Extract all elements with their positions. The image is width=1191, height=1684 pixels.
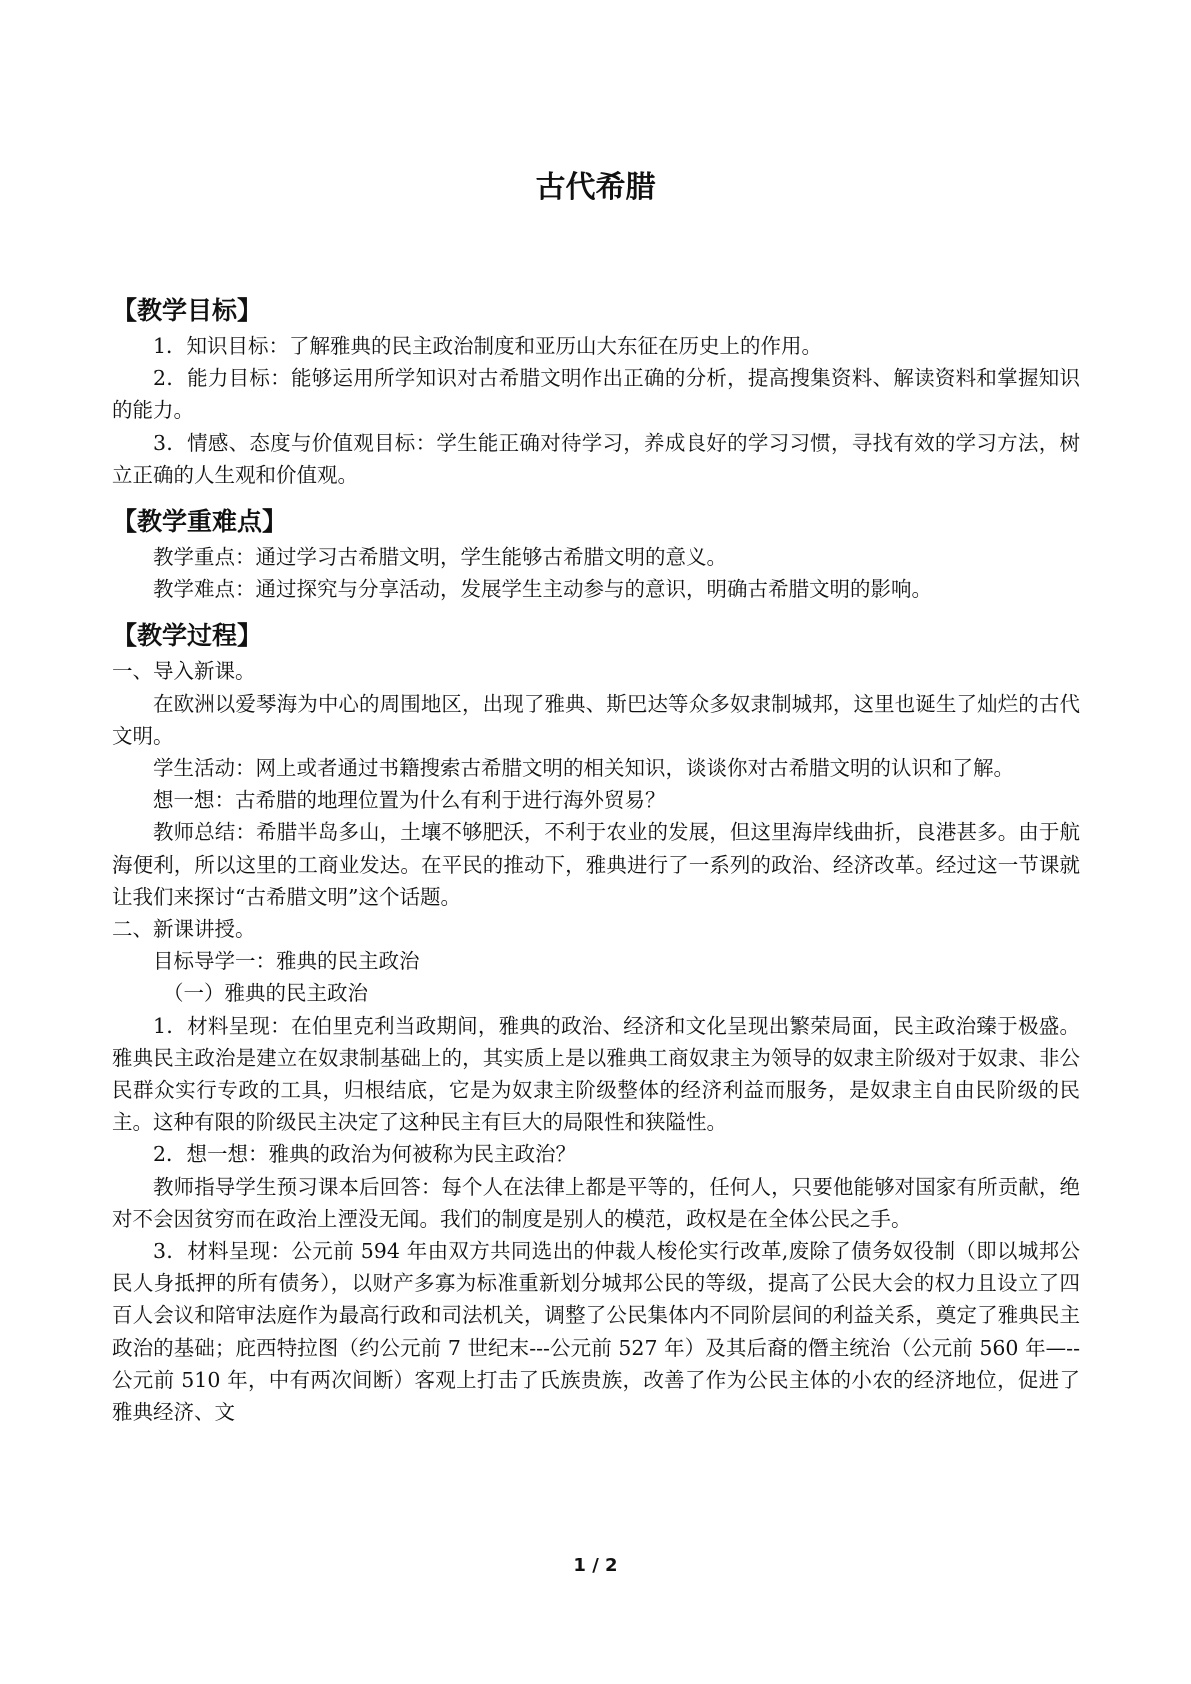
section-heading-process: 【教学过程】 (112, 621, 263, 651)
subheading-intro: 一、导入新课。 (112, 659, 256, 684)
paragraph-student-activity: 学生活动：网上或者通过书籍搜索古希腊文明的相关知识，谈谈你对古希腊文明的认识和了解。 (153, 756, 1014, 781)
section-heading-keypoints: 【教学重难点】 (112, 507, 288, 537)
paragraph-think-question: 想一想：古希腊的地理位置为什么有利于进行海外贸易？ (153, 788, 666, 813)
goal-guide-line: 目标导学一：雅典的民主政治 (153, 949, 420, 974)
paragraph-difficult-point: 教学难点：通过探究与分享活动，发展学生主动参与的意识，明确古希腊文明的影响。 (153, 577, 932, 602)
paragraph-teacher-summary: 教师总结：希腊半岛多山，土壤不够肥沃，不利于农业的发展，但这里海岸线曲折，良港甚多。由于航海便利，所以这里的工商业发达。在平民的推动下，雅典进行了一系列的政治、经济改革。经过这一节课就让我们来探讨“古希腊文明”这个话题。 (112, 820, 1080, 909)
paragraph-goal-ability: 2．能力目标：能够运用所学知识对古希腊文明作出正确的分析，提高搜集资料、解读资料和掌握知识的能力。 (112, 366, 1080, 423)
paragraph-intro-background: 在欧洲以爱琴海为中心的周围地区，出现了雅典、斯巴达等众多奴隶制城邦，这里也诞生了灿烂的古代文明。 (112, 691, 1080, 748)
paragraph-material-solon: 3．材料呈现：公元前 594 年由双方共同选出的仲裁人梭伦实行改革,废除了债务奴役制（即以城邦公民人身抵押的所有债务），以财产多寡为标准重新划分城邦公民的等级，提高了公民大会的权力且设立了四百人会议和陪审法庭作为最高行政和司法机关，调整了公民集体内不同阶层间的利益关系，奠定了雅典民主政治的基础；庇西特拉图（约公元前 7 世纪末---公元前 527 年）及其后裔的僭主统治（公元前 560 年—--公元前 510 年，中有两次间断）客观上打击了氏族贵族，改善了作为公民主体的小农的经济地位，促进了雅典经济、文 (112, 1239, 1080, 1425)
page-number: 1 / 2 (573, 1555, 618, 1576)
subsection-title: （一）雅典的民主政治 (163, 981, 368, 1006)
paragraph-material-pericles: 1．材料呈现：在伯里克利当政期间，雅典的政治、经济和文化呈现出繁荣局面，民主政治臻于极盛。雅典民主政治是建立在奴隶制基础上的，其实质上是以雅典工商奴隶主为领导的奴隶主阶级对于奴隶、非公民群众实行专政的工具，归根结底，它是为奴隶主阶级整体的经济利益而服务，是奴隶主自由民阶级的民主。这种有限的阶级民主决定了这种民主有巨大的局限性和狭隘性。 (112, 1013, 1080, 1135)
page-title: 古代希腊 (535, 170, 656, 205)
paragraph-goal-knowledge: 1．知识目标：了解雅典的民主政治制度和亚历山大东征在历史上的作用。 (153, 334, 823, 358)
document-body (112, 294, 1080, 1428)
section-heading-goals: 【教学目标】 (112, 296, 263, 325)
paragraph-think-democracy: 2．想一想：雅典的政治为何被称为民主政治？ (153, 1142, 577, 1167)
paragraph-teacher-guide: 教师指导学生预习课本后回答：每个人在法律上都是平等的，任何人，只要他能够对国家有所贡献，绝对不会因贫穷而在政治上湮没无闻。我们的制度是别人的模范，政权是在全体公民之手。 (112, 1174, 1080, 1231)
subheading-new-lesson: 二、新课讲授。 (112, 917, 256, 942)
paragraph-key-point: 教学重点：通过学习古希腊文明，学生能够古希腊文明的意义。 (153, 545, 727, 570)
paragraph-goal-values: 3．情感、态度与价值观目标：学生能正确对待学习，养成良好的学习习惯，寻找有效的学习方法，树立正确的人生观和价值观。 (112, 430, 1080, 487)
